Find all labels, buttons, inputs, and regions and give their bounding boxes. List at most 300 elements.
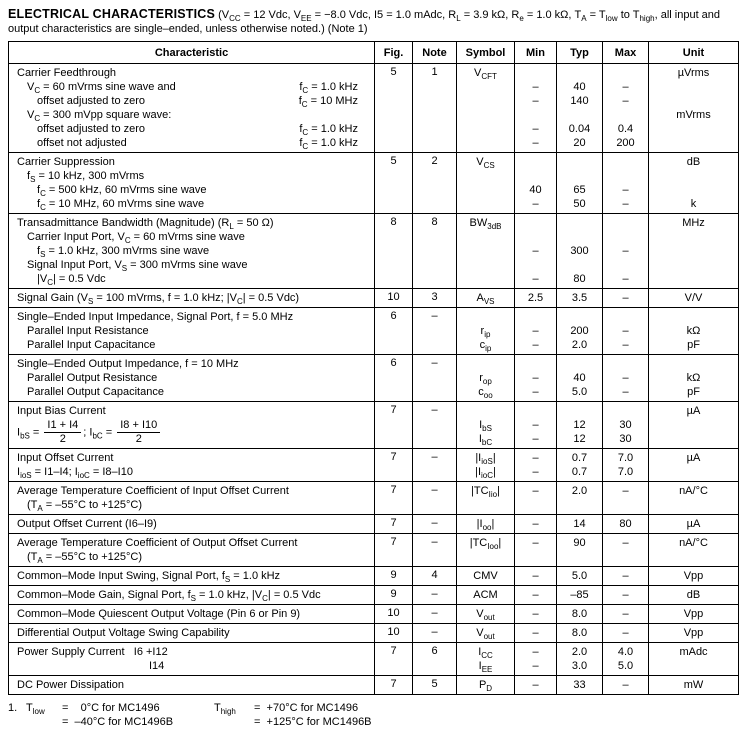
value-line: 80 <box>619 518 632 530</box>
value-line: 200 <box>616 137 635 149</box>
typ-cell <box>557 64 603 153</box>
value-line: – <box>532 466 539 478</box>
characteristic-line: Common–Mode Quiescent Output Voltage (Pin 6 or Pin 9) <box>17 608 301 620</box>
value-line: µA <box>686 518 701 530</box>
unit-cell <box>649 605 739 624</box>
value-line: 7.0 <box>617 466 634 478</box>
symbol-cell <box>457 676 515 695</box>
typ-cell <box>557 567 603 586</box>
note-cell: 3 <box>413 289 457 308</box>
value-line <box>558 108 601 122</box>
value-line: – <box>622 292 629 304</box>
value-line: – <box>532 123 539 135</box>
value-line: – <box>622 589 629 601</box>
min-cell <box>515 214 557 289</box>
table-body <box>9 64 739 695</box>
characteristics-table <box>8 41 739 695</box>
note-cell: 6 <box>413 643 457 676</box>
min-cell <box>515 289 557 308</box>
value-line: – <box>622 273 629 285</box>
value-line: 80 <box>573 273 586 285</box>
value-line <box>650 183 737 197</box>
value-line: 0.4 <box>617 123 634 135</box>
characteristic-line: I14 <box>149 660 165 672</box>
min-cell <box>515 624 557 643</box>
column-header-characteristic: Characteristic <box>9 42 375 64</box>
value-line <box>516 230 555 244</box>
value-line <box>604 66 647 80</box>
typ-cell <box>557 214 603 289</box>
symbol-cell <box>457 586 515 605</box>
value-line: 3.5 <box>571 292 588 304</box>
value-line: – <box>532 245 539 257</box>
max-cell <box>603 402 649 449</box>
fig-cell: 5 <box>375 64 413 153</box>
value-line: 0.7 <box>571 452 588 464</box>
characteristic-cell <box>9 605 375 624</box>
value-line: $|TC_{Ioo}|$ <box>469 537 502 552</box>
table-row <box>9 402 739 449</box>
characteristic-line: Carrier Feedthrough <box>17 67 117 79</box>
value-line: –85 <box>570 589 589 601</box>
characteristic-line: Parallel Input Resistance <box>27 325 149 337</box>
min-cell <box>515 449 557 482</box>
value-line <box>604 230 647 244</box>
fig-cell: 7 <box>375 402 413 449</box>
value-line: 5.0 <box>617 660 634 672</box>
characteristic-cell <box>9 643 375 676</box>
min-cell <box>515 534 557 567</box>
value-line: – <box>622 537 629 549</box>
unit-cell <box>649 515 739 534</box>
value-line: $A_{VS}$ <box>476 292 495 307</box>
note-cell: – <box>413 402 457 449</box>
column-header-typ: Typ <box>557 42 603 64</box>
footnote-cell: = –40°C for MC1496B <box>62 716 174 728</box>
unit-cell <box>649 567 739 586</box>
min-cell <box>515 515 557 534</box>
column-header-max: Max <box>603 42 649 64</box>
value-line: dB <box>686 589 701 601</box>
fig-cell: 7 <box>375 676 413 695</box>
value-line: – <box>622 245 629 257</box>
value-line: Vpp <box>683 570 704 582</box>
value-line: 8.0 <box>571 608 588 620</box>
value-line <box>650 310 737 324</box>
characteristic-line: Common–Mode Gain, Signal Port, $f_S = 1.0$ kHz, $|V_C| = 0.5$ Vdc <box>17 589 321 604</box>
typ-cell <box>557 534 603 567</box>
characteristic-line: offset not adjusted $f_C = 1.0$ kHz <box>37 137 358 152</box>
characteristic-line: Signal Input Port, $V_S = 300$ mVrms sine wave <box>27 259 248 274</box>
max-cell <box>603 308 649 355</box>
value-line: MHz <box>682 217 705 229</box>
value-line <box>558 66 601 80</box>
value-line <box>516 155 555 169</box>
value-line: – <box>532 339 539 351</box>
typ-cell <box>557 605 603 624</box>
value-line: Vpp <box>683 608 704 620</box>
characteristic-cell <box>9 482 375 515</box>
characteristic-line: $|V_C| = 0.5$ Vdc <box>37 273 106 288</box>
fig-cell: 10 <box>375 624 413 643</box>
table-row <box>9 676 739 695</box>
value-line: 7.0 <box>617 452 634 464</box>
fig-cell: 7 <box>375 534 413 567</box>
column-header-unit: Unit <box>649 42 739 64</box>
unit-cell <box>649 308 739 355</box>
value-line <box>558 155 601 169</box>
value-line: – <box>532 81 539 93</box>
value-line: – <box>532 386 539 398</box>
fig-cell: 7 <box>375 449 413 482</box>
value-line: – <box>532 660 539 672</box>
value-line: 65 <box>573 184 586 196</box>
value-line <box>516 66 555 80</box>
symbol-cell <box>457 402 515 449</box>
unit-cell <box>649 586 739 605</box>
table-row <box>9 586 739 605</box>
characteristic-line: $V_C = 60$ mVrms sine wave and $f_C = 1.0$ kHz <box>27 81 358 96</box>
typ-cell <box>557 515 603 534</box>
min-cell <box>515 586 557 605</box>
note-cell: – <box>413 482 457 515</box>
characteristic-cell <box>9 214 375 289</box>
fig-cell: 7 <box>375 515 413 534</box>
unit-cell <box>649 643 739 676</box>
characteristic-line: Input Bias Current <box>17 405 106 417</box>
fig-cell: 9 <box>375 586 413 605</box>
value-line <box>458 310 513 324</box>
value-line: – <box>622 679 629 691</box>
footnote-cell <box>8 715 26 729</box>
value-line <box>604 216 647 230</box>
value-line <box>558 258 601 272</box>
table-row <box>9 64 739 153</box>
value-line: – <box>532 627 539 639</box>
value-line: 0.04 <box>568 123 591 135</box>
value-line <box>604 258 647 272</box>
table-row <box>9 643 739 676</box>
symbol-cell <box>457 515 515 534</box>
characteristic-cell <box>9 289 375 308</box>
symbol-cell <box>457 605 515 624</box>
typ-cell <box>557 624 603 643</box>
value-line: µVrms <box>677 67 710 79</box>
note-cell: – <box>413 355 457 402</box>
value-line: – <box>532 570 539 582</box>
value-line <box>604 169 647 183</box>
unit-cell <box>649 355 739 402</box>
characteristic-line: Differential Output Voltage Swing Capability <box>17 627 230 639</box>
value-line: – <box>622 608 629 620</box>
value-line <box>650 169 737 183</box>
column-header-note: Note <box>413 42 457 64</box>
value-line: 12 <box>573 433 586 445</box>
characteristic-line: $f_C = 10$ MHz, 60 mVrms sine wave <box>37 198 205 213</box>
value-line: k <box>690 198 697 210</box>
min-cell <box>515 402 557 449</box>
section-title: ELECTRICAL CHARACTERISTICS <box>8 7 216 21</box>
table-row <box>9 308 739 355</box>
characteristic-line: Average Temperature Coefficient of Output Offset Current <box>17 537 298 549</box>
characteristic-line: Carrier Suppression <box>17 156 115 168</box>
footnote-cell: 1. <box>8 702 18 714</box>
fig-cell: 6 <box>375 355 413 402</box>
column-header-fig: Fig. <box>375 42 413 64</box>
fig-cell: 7 <box>375 482 413 515</box>
value-line: 2.0 <box>571 339 588 351</box>
characteristic-cell <box>9 586 375 605</box>
max-cell <box>603 605 649 624</box>
value-line: µA <box>686 452 701 464</box>
unit-cell <box>649 289 739 308</box>
max-cell <box>603 586 649 605</box>
characteristic-line: offset adjusted to zero $f_C = 10$ MHz <box>37 95 358 110</box>
value-line: Vpp <box>683 627 704 639</box>
value-line: – <box>532 537 539 549</box>
unit-cell <box>649 214 739 289</box>
header-row <box>9 42 739 64</box>
section-conditions: ($V_{CC} = 12$ Vdc, $V_{EE} = -8.0$ Vdc, I5 = 1.0 mAdc, $R_L = 3.9$ kΩ, $R_e = 1.0$ kΩ, $T_A = T_{low}$ to $T_{high}$, all input and output characteristics are single–ended, unless otherwise noted.) (Note 1) <box>8 9 721 35</box>
value-line: 300 <box>570 245 589 257</box>
value-line: $P_D$ <box>478 679 493 694</box>
max-cell <box>603 676 649 695</box>
value-line: 8.0 <box>571 627 588 639</box>
value-line: mVrms <box>676 109 711 121</box>
fraction: $\frac{I8 + I10}{2}$ <box>117 419 160 446</box>
value-line <box>604 155 647 169</box>
value-line: 50 <box>573 198 586 210</box>
table-row <box>9 482 739 515</box>
value-line: – <box>532 608 539 620</box>
fig-cell: 10 <box>375 605 413 624</box>
value-line: – <box>532 452 539 464</box>
value-line: $BW_{3dB}$ <box>469 217 502 232</box>
note-cell: – <box>413 624 457 643</box>
column-header-symbol: Symbol <box>457 42 515 64</box>
value-line: kΩ <box>686 325 701 337</box>
value-line <box>516 357 555 371</box>
value-line: $c_{oo}$ <box>478 386 493 401</box>
value-line: – <box>532 518 539 530</box>
characteristic-cell <box>9 624 375 643</box>
value-line <box>558 357 601 371</box>
note-cell: 2 <box>413 153 457 214</box>
characteristic-line: Parallel Output Capacitance <box>27 386 164 398</box>
value-line <box>516 169 555 183</box>
min-cell <box>515 64 557 153</box>
value-line: $I_{EE}$ <box>478 660 493 675</box>
characteristic-line: Carrier Input Port, $V_C = 60$ mVrms sine wave <box>27 231 245 246</box>
value-line: 0.7 <box>571 466 588 478</box>
characteristic-cell <box>9 676 375 695</box>
value-line: – <box>532 419 539 431</box>
typ-cell <box>557 586 603 605</box>
max-cell <box>603 449 649 482</box>
min-cell <box>515 355 557 402</box>
typ-cell <box>557 676 603 695</box>
table-row <box>9 449 739 482</box>
unit-cell <box>649 64 739 153</box>
characteristic-line: Single–Ended Input Impedance, Signal Port, f = 5.0 MHz <box>17 311 294 323</box>
characteristic-line: $f_S = 10$ kHz, 300 mVrms <box>27 170 145 185</box>
characteristic-line: DC Power Dissipation <box>17 679 124 691</box>
footnote-cell: $T_{high}$ <box>214 702 236 717</box>
value-line <box>604 108 647 122</box>
value-line <box>650 94 737 108</box>
characteristic-line: Signal Gain ($V_S = 100$ mVrms, f = 1.0 kHz; $|V_C| = 0.5$ Vdc) <box>17 292 300 307</box>
value-line: 33 <box>573 679 586 691</box>
value-line: $|I_{oo}|$ <box>476 518 495 533</box>
value-line: nA/°C <box>679 485 708 497</box>
note-cell: 8 <box>413 214 457 289</box>
max-cell <box>603 355 649 402</box>
value-line: 30 <box>619 433 632 445</box>
value-line: – <box>532 273 539 285</box>
fig-cell: 8 <box>375 214 413 289</box>
value-line <box>650 80 737 94</box>
symbol-cell <box>457 534 515 567</box>
value-line: – <box>532 95 539 107</box>
value-line: $r_{op}$ <box>479 372 492 387</box>
table-row <box>9 355 739 402</box>
unit-cell <box>649 153 739 214</box>
value-line: $r_{ip}$ <box>480 325 491 340</box>
section-header <box>8 7 738 36</box>
max-cell <box>603 64 649 153</box>
value-line <box>558 404 601 418</box>
value-line <box>558 169 601 183</box>
characteristic-cell <box>9 64 375 153</box>
value-line: – <box>622 198 629 210</box>
unit-cell <box>649 402 739 449</box>
note-cell: – <box>413 534 457 567</box>
unit-cell <box>649 676 739 695</box>
value-line: $|I_{ioS}|$ <box>475 452 496 467</box>
typ-cell <box>557 355 603 402</box>
value-line: 40 <box>573 81 586 93</box>
value-line: CMV <box>473 570 498 582</box>
value-line: – <box>622 325 629 337</box>
value-line: 40 <box>529 184 542 196</box>
note-cell: – <box>413 605 457 624</box>
table-row <box>9 153 739 214</box>
characteristic-line: Single–Ended Output Impedance, f = 10 MHz <box>17 358 239 370</box>
value-line: – <box>622 485 629 497</box>
footnote-cell: $T_{low}$ <box>26 702 45 717</box>
typ-cell <box>557 153 603 214</box>
fraction: $\frac{I1 + I4}{2}$ <box>44 419 81 446</box>
value-line: pF <box>687 386 700 398</box>
min-cell <box>515 567 557 586</box>
characteristic-line: Average Temperature Coefficient of Input Offset Current <box>17 485 289 497</box>
value-line: – <box>532 137 539 149</box>
characteristic-line: $I_{ioS} = I1-I4$; $I_{ioC} = I8-I10$ <box>17 466 133 481</box>
note-cell: – <box>413 449 457 482</box>
value-line: kΩ <box>686 372 701 384</box>
value-line: mAdc <box>679 646 708 658</box>
value-line: $|I_{ioC}|$ <box>475 466 496 481</box>
value-line: – <box>532 433 539 445</box>
unit-cell <box>649 534 739 567</box>
fig-cell: 6 <box>375 308 413 355</box>
value-line: 5.0 <box>571 386 588 398</box>
footnote-cell: = +125°C for MC1496B <box>254 716 372 728</box>
max-cell <box>603 482 649 515</box>
value-line: – <box>532 485 539 497</box>
value-line <box>558 230 601 244</box>
characteristic-line: Parallel Output Resistance <box>27 372 158 384</box>
value-line: $V_{CFT}$ <box>474 67 497 82</box>
value-line: – <box>622 81 629 93</box>
min-cell <box>515 605 557 624</box>
unit-cell <box>649 482 739 515</box>
typ-cell <box>557 643 603 676</box>
value-line: 4.0 <box>617 646 634 658</box>
characteristic-line: Input Offset Current <box>17 452 114 464</box>
max-cell <box>603 214 649 289</box>
max-cell <box>603 643 649 676</box>
value-line: 2.0 <box>571 485 588 497</box>
footnote <box>8 701 738 729</box>
characteristic-line: Common–Mode Input Swing, Signal Port, $f_S = 1.0$ kHz <box>17 570 281 585</box>
fig-cell: 7 <box>375 643 413 676</box>
max-cell <box>603 515 649 534</box>
value-line: $V_{out}$ <box>476 608 495 623</box>
value-line: – <box>622 339 629 351</box>
fig-cell: 9 <box>375 567 413 586</box>
characteristic-line: Transadmittance Bandwidth (Magnitude) ($R_L = 50$ Ω) <box>17 217 274 232</box>
min-cell <box>515 153 557 214</box>
characteristic-cell <box>9 153 375 214</box>
value-line: – <box>532 646 539 658</box>
value-line: V/V <box>684 292 703 304</box>
characteristic-line: Power Supply Current I6 +I12 <box>17 646 168 658</box>
value-line: 20 <box>573 137 586 149</box>
characteristic-line: $V_C = 300$ mVpp square wave: <box>27 109 172 124</box>
value-line: $I_{CC}$ <box>478 646 493 661</box>
table-row <box>9 289 739 308</box>
fig-cell: 10 <box>375 289 413 308</box>
value-line: $I_{bC}$ <box>478 433 493 448</box>
characteristic-line: $I_{bS}$ = $\frac{I1 + I4}{2}$ ; $I_{bC}$ = $\frac{I8 + I10}{2}$ <box>9 418 372 446</box>
value-line: 40 <box>573 372 586 384</box>
value-line: ACM <box>473 589 498 601</box>
value-line: – <box>622 95 629 107</box>
note-cell: – <box>413 515 457 534</box>
value-line: 5.0 <box>571 570 588 582</box>
value-line: 12 <box>573 419 586 431</box>
characteristic-cell <box>9 449 375 482</box>
min-cell <box>515 676 557 695</box>
value-line <box>516 310 555 324</box>
min-cell <box>515 482 557 515</box>
value-line: – <box>532 589 539 601</box>
value-line <box>604 310 647 324</box>
note-cell: 1 <box>413 64 457 153</box>
max-cell <box>603 534 649 567</box>
characteristic-cell <box>9 402 375 449</box>
note-cell: 5 <box>413 676 457 695</box>
max-cell <box>603 567 649 586</box>
value-line: $|TC_{Iio}|$ <box>471 485 500 500</box>
value-line: – <box>622 386 629 398</box>
max-cell <box>603 153 649 214</box>
symbol-cell <box>457 355 515 402</box>
footnote-cell: = +70°C for MC1496 <box>254 702 359 714</box>
typ-cell <box>557 289 603 308</box>
value-line: $V_{out}$ <box>476 627 495 642</box>
